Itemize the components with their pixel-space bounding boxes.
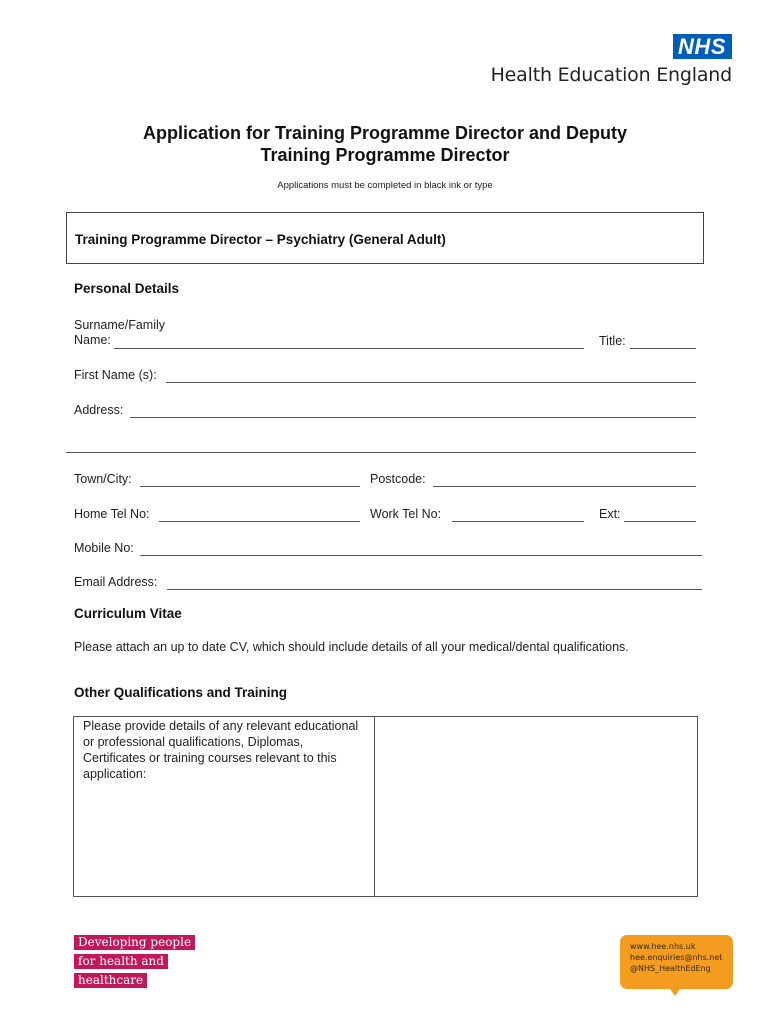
home-tel-field[interactable] (159, 521, 360, 522)
qualifications-table (73, 716, 698, 897)
address-label: Address: (74, 403, 124, 417)
qualifications-heading: Other Qualifications and Training (74, 685, 288, 700)
cv-heading: Curriculum Vitae (74, 606, 182, 621)
page-subtitle: Applications must be completed in black ink or type (277, 180, 493, 191)
email-field[interactable] (167, 589, 702, 590)
title-label: Title: (599, 334, 626, 348)
surname-field[interactable] (114, 348, 584, 349)
contact-email: hee.enquiries@nhs.net (630, 953, 723, 962)
work-tel-label: Work Tel No: (370, 507, 442, 521)
mobile-label: Mobile No: (74, 541, 134, 555)
qualifications-prompt: Please provide details of any relevant educational or professional qualifications, Diplomas, Certificates or training courses relevant to this application: (83, 719, 359, 781)
first-name-field[interactable] (166, 382, 696, 383)
ext-label: Ext: (599, 507, 621, 521)
address-field-line-1[interactable] (130, 417, 696, 418)
programme-label: Training Programme Director – Psychiatry (General Adult) (75, 232, 446, 247)
first-name-label: First Name (s): (74, 368, 157, 382)
hee-logo (491, 34, 732, 86)
surname-label-line-2: Name: (74, 333, 111, 347)
postcode-field[interactable] (433, 486, 696, 487)
title-field[interactable] (630, 348, 696, 349)
town-field[interactable] (140, 486, 360, 487)
cv-instructions: Please attach an up to date CV, which should include details of all your medical/dental qualifications. (74, 640, 629, 654)
ext-field[interactable] (624, 521, 696, 522)
qualifications-entry-cell[interactable] (375, 717, 697, 896)
hee-tagline (74, 935, 195, 992)
page-title-line-1: Application for Training Programme Director and Deputy (142, 123, 628, 143)
postcode-label: Postcode: (370, 472, 426, 486)
page-title (0, 122, 770, 166)
work-tel-field[interactable] (452, 521, 584, 522)
tagline-line-2: for health and (74, 954, 168, 969)
surname-label (74, 318, 165, 348)
home-tel-label: Home Tel No: (74, 507, 150, 521)
tagline-line-1: Developing people (74, 935, 195, 950)
town-label: Town/City: (74, 472, 132, 486)
mobile-field[interactable] (140, 555, 702, 556)
email-label: Email Address: (74, 575, 158, 589)
address-field-line-2[interactable] (66, 452, 696, 453)
surname-label-line-1: Surname/Family (74, 318, 165, 332)
hee-name: Health Education England (490, 64, 732, 86)
tagline-line-3: healthcare (74, 973, 147, 988)
contact-website: www.hee.nhs.uk (630, 942, 696, 951)
programme-box (66, 212, 704, 264)
contact-speech-bubble (620, 935, 733, 989)
page-title-line-2: Training Programme Director (260, 145, 510, 165)
personal-details-heading: Personal Details (74, 281, 180, 296)
nhs-badge: NHS (673, 34, 732, 59)
contact-twitter: @NHS_HealthEdEng (630, 964, 711, 973)
